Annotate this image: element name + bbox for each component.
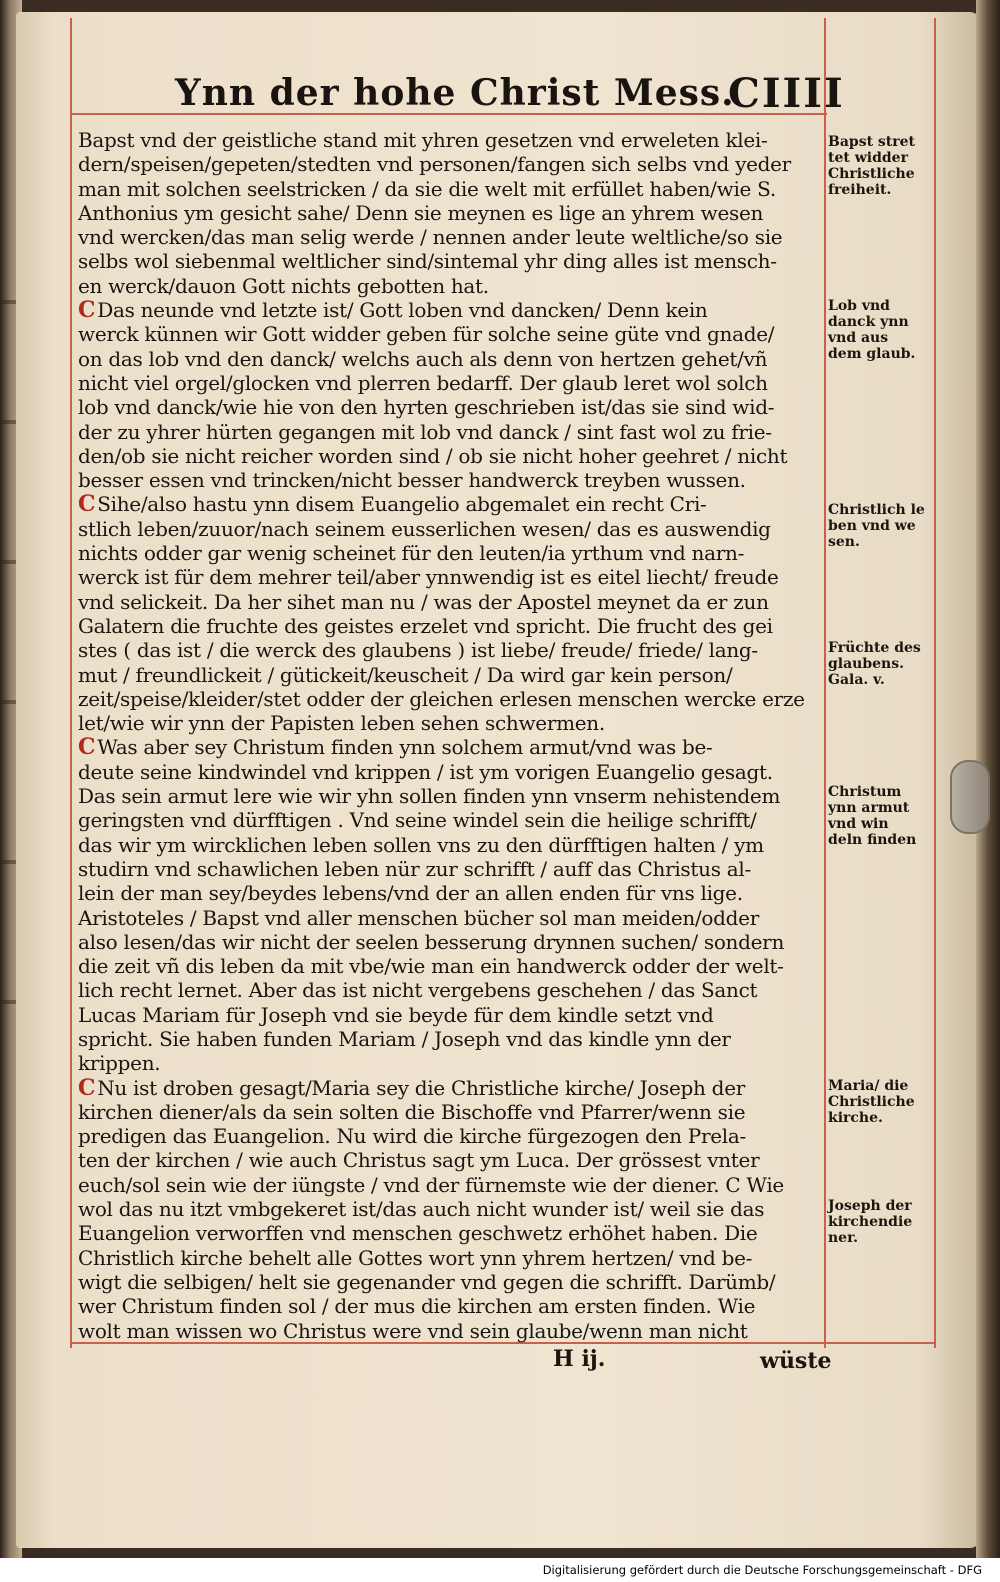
marginal-note-line: Maria/ die [828, 1078, 909, 1094]
text-line [78, 760, 822, 784]
marginal-note [828, 784, 928, 848]
line-text: Christlich kirche behelt alle Gottes wort ynn yhrem hertzen/ vnd be- [78, 1245, 753, 1270]
text-line [78, 565, 822, 589]
marginal-note-line: Christum [828, 784, 902, 800]
text-line [78, 1076, 822, 1100]
line-text: vnd selickeit. Da her sihet man nu / was der Apostel meynet da er zun [78, 589, 769, 614]
line-text: Das sein armut lere wie wir yhn sollen finden ynn vnserm nehistendem [78, 784, 781, 809]
folio-number: CIIII [728, 70, 845, 117]
line-text: deute seine kindwindel vnd krippen / ist ym vorigen Euangelio gesagt. [78, 759, 773, 784]
line-text: Nu ist droben gesagt/Maria sey die Christliche kirche/ Joseph der [97, 1075, 745, 1100]
digitization-footer: Digitalisierung gefördert durch die Deutsche Forschungsgemeinschaft - DFG [542, 1563, 982, 1577]
line-text: wol das nu itzt vmbgekeret ist/das auch nicht wunder ist/ weil sie das [78, 1197, 765, 1222]
line-text: Galatern die fruchte des geistes erzelet vnd spricht. Die frucht des gei [78, 613, 773, 638]
line-text: also lesen/das wir nicht der seelen besserung drynnen suchen/ sondern [78, 929, 785, 954]
text-line [78, 930, 822, 954]
text-line [78, 881, 822, 905]
marginal-note-line: Christliche [828, 166, 915, 182]
body-text [78, 128, 822, 1343]
line-text: predigen das Euangelion. Nu wird die kirche fürgezogen den Prela- [78, 1124, 746, 1149]
marginal-note-line: dem glaub. [828, 346, 916, 362]
text-line [78, 978, 822, 1002]
line-text: der zu yhrer hürten gegangen mit lob vnd danck / sint fast wol zu frie- [78, 419, 772, 444]
text-line [78, 1100, 822, 1124]
running-head: Ynn der hohe Christ Mess. [175, 72, 735, 114]
rule-left [70, 18, 72, 1348]
text-line [78, 1246, 822, 1270]
line-text: geringsten vnd dürfftigen . Vnd seine windel sein die heilige schrifft/ [78, 808, 757, 833]
line-text: stlich leben/zuuor/nach seinem eusserlichen wesen/ das es auswendig [78, 516, 771, 541]
text-line [78, 517, 822, 541]
line-text: en werck/dauon Gott nichts gebotten hat. [78, 273, 489, 298]
text-line [78, 1270, 822, 1294]
line-text: euch/sol sein wie der iüngste / vnd der fürnemste wie der diener. C Wie [78, 1172, 784, 1197]
text-line [78, 954, 822, 978]
line-text: let/wie wir ynn der Papisten leben sehen schwermen. [78, 711, 605, 736]
marginal-note-line: tet widder [828, 150, 908, 166]
text-line [78, 1221, 822, 1245]
marginal-note-line: Christlich le [828, 502, 925, 518]
line-text: nicht viel orgel/glocken vnd plerren bedarff. Der glaub leret wol solch [78, 370, 768, 395]
line-text: dern/speisen/gepeten/stedten vnd personen/fangen sich selbs vnd yeder [78, 152, 791, 177]
line-text: wolt man wissen wo Christus were vnd sein glaube/wenn man nicht [78, 1318, 748, 1343]
marginal-note-line: vnd aus [828, 330, 889, 346]
text-line [78, 1319, 822, 1343]
text-line [78, 735, 822, 759]
text-line [78, 152, 822, 176]
line-text: on das lob vnd den danck/ welchs auch als denn von hertzen gehet/vñ [78, 346, 768, 371]
text-line [78, 468, 822, 492]
marginal-note-line: freiheit. [828, 182, 892, 198]
line-text: Sihe/also hastu ynn disem Euangelio abgemalet ein recht Cri- [97, 492, 707, 517]
line-text: mut / freundlickeit / gütickeit/keuscheit / Da wird gar kein person/ [78, 662, 733, 687]
line-text: werck ist für dem mehrer teil/aber ynnwendig ist es eitel liecht/ freude [78, 565, 779, 590]
line-text: die zeit vñ dis leben da mit vbe/wie man ein handwerck odder der welt- [78, 954, 784, 979]
marginal-note [828, 640, 928, 688]
text-line [78, 371, 822, 395]
text-line [78, 201, 822, 225]
text-line [78, 420, 822, 444]
line-text: Anthonius ym gesicht sahe/ Denn sie meynen es lige an yhrem wesen [78, 200, 764, 225]
line-text: Bapst vnd der geistliche stand mit yhren gesetzen vnd erweleten klei- [78, 128, 768, 152]
text-line [78, 1003, 822, 1027]
text-line [78, 177, 822, 201]
line-text: stes ( das ist / die werck des glaubens ) ist liebe/ freude/ friede/ lang- [78, 638, 758, 663]
text-line [78, 711, 822, 735]
text-line [78, 808, 822, 832]
line-text: spricht. Sie haben funden Mariam / Joseph vnd das kindle ynn der [78, 1026, 731, 1051]
line-text: den/ob sie nicht reicher worden sind / ob sie nicht hoher geehret / nicht [78, 443, 788, 468]
line-text: Euangelion verworffen vnd menschen geschwetz erhöhet haben. Die [78, 1221, 758, 1246]
marginal-note [828, 298, 928, 362]
paragraph-mark: C [78, 735, 96, 760]
text-line [78, 395, 822, 419]
text-line [78, 1027, 822, 1051]
line-text: krippen. [78, 1051, 161, 1076]
line-text: kirchen diener/als da sein solten die Bischoffe vnd Pfarrer/wenn sie [78, 1099, 746, 1124]
line-text: werck künnen wir Gott widder geben für solche seine güte vnd gnade/ [78, 322, 775, 347]
page-clasp [950, 760, 990, 834]
text-line [78, 906, 822, 930]
text-line [78, 687, 822, 711]
line-text: zeit/speise/kleider/stet odder der gleichen erlesen menschen wercke erze [78, 686, 805, 711]
text-line [78, 322, 822, 346]
text-line [78, 492, 822, 516]
text-line [78, 1173, 822, 1197]
line-text: das wir ym wircklichen leben sollen vns zu den dürfftigen halten / ym [78, 832, 764, 857]
text-line [78, 347, 822, 371]
catchword: wüste [760, 1348, 832, 1374]
marginal-note-line: ner. [828, 1230, 859, 1246]
text-line [78, 1124, 822, 1148]
line-text: wigt die selbigen/ helt sie gegenander vnd gegen die schrifft. Darümb/ [78, 1269, 776, 1294]
text-line [78, 249, 822, 273]
line-text: vnd wercken/das man selig werde / nennen ander leute weltliche/so sie [78, 225, 783, 250]
paragraph-mark: C [78, 1075, 96, 1100]
text-line [78, 833, 822, 857]
marginal-note-line: sen. [828, 534, 860, 550]
marginal-note [828, 502, 928, 550]
marginal-note-line: Joseph der [828, 1198, 912, 1214]
text-line [78, 541, 822, 565]
text-line [78, 1197, 822, 1221]
line-text: lob vnd danck/wie hie von den hyrten geschrieben ist/das sie sind wid- [78, 395, 775, 420]
marginal-note [828, 1078, 928, 1126]
line-text: Was aber sey Christum finden ynn solchem armut/vnd was be- [97, 735, 713, 760]
marginal-note-line: vnd win [828, 816, 889, 832]
signature-mark: H ij. [553, 1346, 606, 1372]
line-text: wer Christum finden sol / der mus die kirchen am ersten finden. Wie [78, 1294, 756, 1319]
marginal-note-line: kirchendie [828, 1214, 913, 1230]
line-text: man mit solchen seelstricken / da sie die welt mit erfüllet haben/wie S. [78, 176, 776, 201]
text-line [78, 1294, 822, 1318]
marginal-note-line: Lob vnd [828, 298, 890, 314]
text-line [78, 444, 822, 468]
text-line [78, 225, 822, 249]
text-line [78, 590, 822, 614]
marginal-note [828, 134, 928, 198]
marginal-note-line: danck ynn [828, 314, 909, 330]
text-line [78, 298, 822, 322]
marginal-note-line: Gala. v. [828, 672, 885, 688]
rule-text-right [824, 18, 826, 1348]
line-text: studirn vnd schawlichen leben nür zur schrifft / auff das Christus al- [78, 856, 751, 881]
text-line [78, 614, 822, 638]
line-text: lich recht lernet. Aber das ist nicht vergebens geschehen / das Sanct [78, 978, 758, 1003]
text-line [78, 784, 822, 808]
line-text: selbs wol siebenmal weltlicher sind/sintemal yhr ding alles ist mensch- [78, 249, 777, 274]
line-text: nichts odder gar wenig scheinet für den leuten/ia yrthum vnd narn- [78, 541, 745, 566]
marginal-note-line: kirche. [828, 1110, 883, 1126]
line-text: Aristoteles / Bapst vnd aller menschen bücher sol man meiden/odder [78, 905, 759, 930]
text-line [78, 128, 822, 152]
marginal-note-line: ben vnd we [828, 518, 916, 534]
marginal-note-line: deln finden [828, 832, 917, 848]
marginal-note-line: Christliche [828, 1094, 915, 1110]
line-text: besser essen vnd trincken/nicht besser handwerck treyben wussen. [78, 468, 746, 493]
line-text: Lucas Mariam für Joseph vnd sie beyde für dem kindle setzt vnd [78, 1002, 714, 1027]
paragraph-mark: C [78, 298, 96, 323]
line-text: Das neunde vnd letzte ist/ Gott loben vnd dancken/ Denn kein [97, 298, 708, 323]
line-text: ten der kirchen / wie auch Christus sagt ym Luca. Der grössest vnter [78, 1148, 760, 1173]
marginal-note-line: Früchte des [828, 640, 921, 656]
marginal-note [828, 1198, 928, 1246]
text-line [78, 638, 822, 662]
text-line [78, 1051, 822, 1075]
marginal-note-line: Bapst stret [828, 134, 916, 150]
marginal-note-line: glaubens. [828, 656, 904, 672]
paragraph-mark: C [78, 492, 96, 517]
line-text: lein der man sey/beydes lebens/vnd der an allen enden für vns lige. [78, 881, 743, 906]
text-line [78, 1148, 822, 1172]
marginal-note-line: ynn armut [828, 800, 910, 816]
rule-margin-right [934, 18, 936, 1348]
text-line [78, 274, 822, 298]
text-line [78, 663, 822, 687]
text-line [78, 857, 822, 881]
